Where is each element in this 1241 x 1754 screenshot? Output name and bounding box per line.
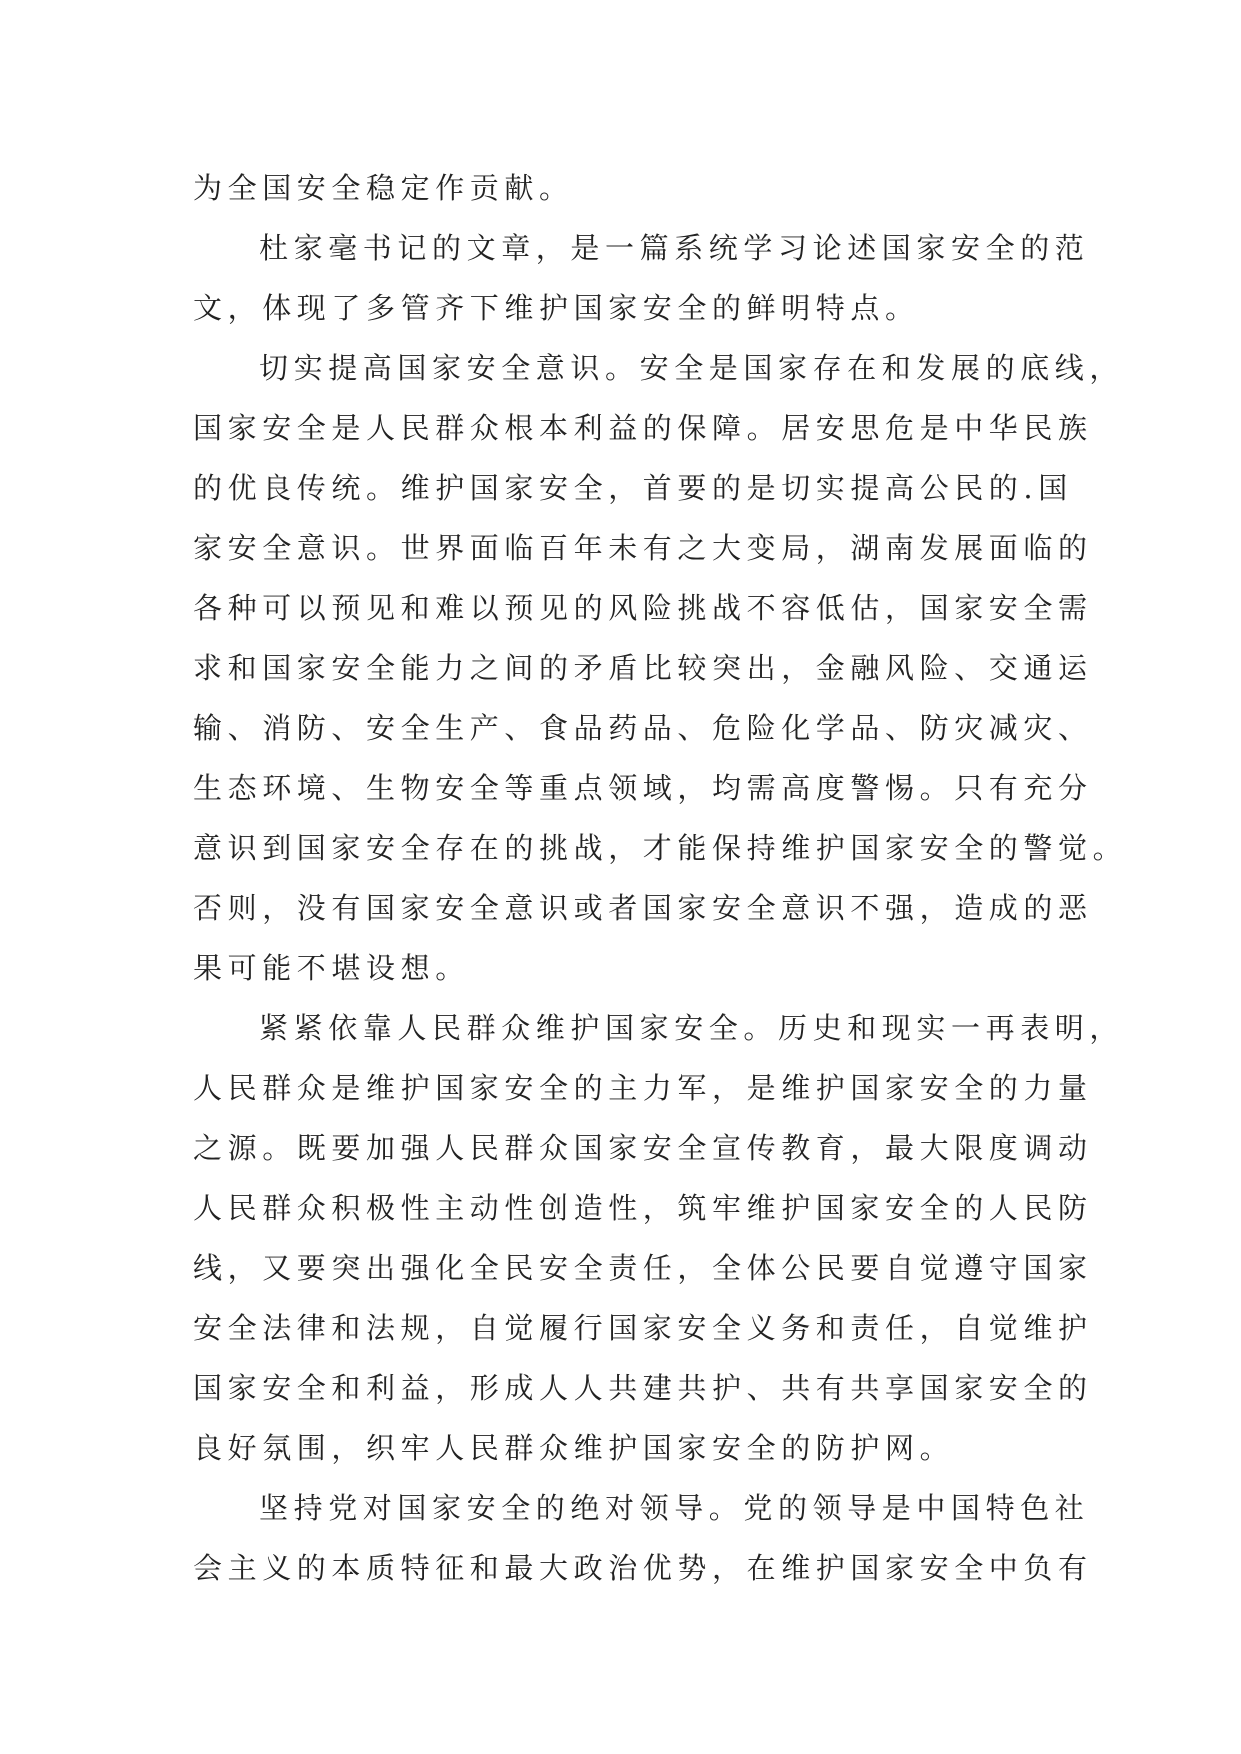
paragraph-first-line: 坚持党对国家安全的绝对领导。党的领导是中国特色社 (259, 1491, 1090, 1525)
text-line: 国家安全是人民群众根本利益的保障。居安思危是中华民族 (193, 411, 1093, 445)
text-line: 人民群众积极性主动性创造性，筑牢维护国家安全的人民防 (193, 1191, 1093, 1225)
text-line: 国家安全和利益，形成人人共建共护、共有共享国家安全的 (193, 1371, 1093, 1405)
text-line: 线，又要突出强化全民安全责任，全体公民要自觉遵守国家 (193, 1251, 1093, 1285)
text-line: 果可能不堪设想。 (193, 951, 470, 985)
text-line: 意识到国家安全存在的挑战，才能保持维护国家安全的警觉。 (193, 831, 1128, 865)
paragraph-first-line: 切实提高国家安全意识。安全是国家存在和发展的底线， (259, 351, 1125, 385)
text-line: 输、消防、安全生产、食品药品、危险化学品、防灾减灾、 (193, 711, 1093, 745)
document-body (193, 158, 1128, 1598)
text-line: 会主义的本质特征和最大政治优势，在维护国家安全中负有 (193, 1551, 1093, 1585)
text-line: 生态环境、生物安全等重点领域，均需高度警惕。只有充分 (193, 771, 1093, 805)
text-line: 安全法律和法规，自觉履行国家安全义务和责任，自觉维护 (193, 1311, 1093, 1345)
text-line: 人民群众是维护国家安全的主力军，是维护国家安全的力量 (193, 1071, 1093, 1105)
paragraph-first-line: 紧紧依靠人民群众维护国家安全。历史和现实一再表明， (259, 1011, 1125, 1045)
text-line: 家安全意识。世界面临百年未有之大变局，湖南发展面临的 (193, 531, 1093, 565)
text-line: 的优良传统。维护国家安全，首要的是切实提高公民的.国 (193, 471, 1073, 505)
text-line: 为全国安全稳定作贡献。 (193, 171, 574, 205)
text-line: 求和国家安全能力之间的矛盾比较突出，金融风险、交通运 (193, 651, 1093, 685)
text-line: 各种可以预见和难以预见的风险挑战不容低估，国家安全需 (193, 591, 1093, 625)
text-line: 否则，没有国家安全意识或者国家安全意识不强，造成的恶 (193, 891, 1093, 925)
paragraph-first-line: 杜家毫书记的文章，是一篇系统学习论述国家安全的范 (259, 231, 1090, 265)
text-line: 良好氛围，织牢人民群众维护国家安全的防护网。 (193, 1431, 955, 1465)
text-line: 之源。既要加强人民群众国家安全宣传教育，最大限度调动 (193, 1131, 1093, 1165)
text-line: 文，体现了多管齐下维护国家安全的鲜明特点。 (193, 291, 920, 325)
